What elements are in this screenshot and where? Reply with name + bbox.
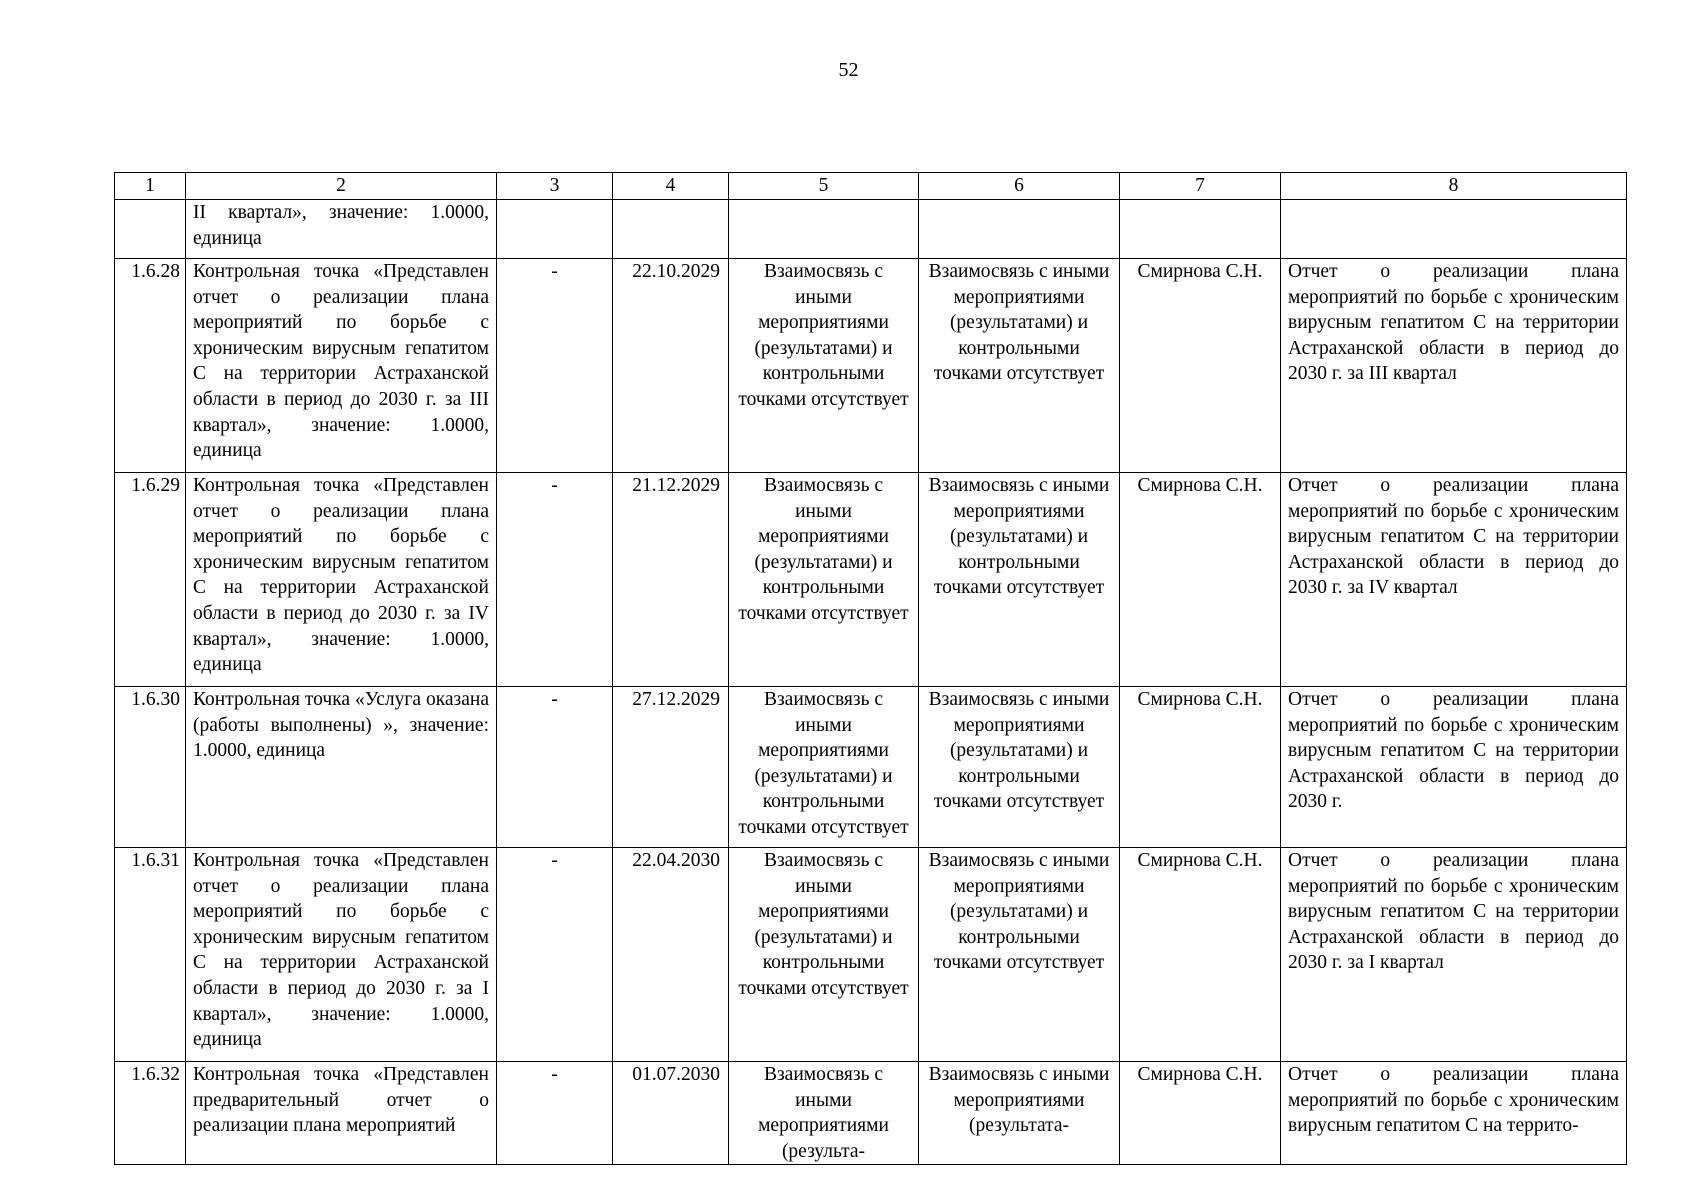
row-number-cell: 1.6.32 xyxy=(115,1062,186,1165)
header-cell: 8 xyxy=(1281,173,1627,200)
row-responsible-cell: Смирнова С.Н. xyxy=(1120,848,1281,1062)
row-relation-cell: Взаимосвязь с иными мероприятиями (результатами) и контрольными точками отсутствует xyxy=(729,848,919,1062)
row-dash-cell: - xyxy=(497,259,613,473)
row-name-cell: Контрольная точка «Представлен отчет о реализации плана мероприятий по борьбе с хроническим вирусным гепатитом С на территории Астраханской области в период до 2030 г. за IV квартал», значение: 1.0000, единица xyxy=(186,473,497,687)
row-relation-cell: Взаимосвязь с иными мероприятиями (результатами) и контрольными точками отсутствует xyxy=(729,259,919,473)
row-number-cell: 1.6.31 xyxy=(115,848,186,1062)
row-dash-cell: - xyxy=(497,473,613,687)
row-relation-cell: Взаимосвязь с иными мероприятиями (результата- xyxy=(919,1062,1120,1165)
row-name-cell: Контрольная точка «Представлен предварительный отчет о реализации плана мероприятий xyxy=(186,1062,497,1165)
row-number-cell: 1.6.28 xyxy=(115,259,186,473)
row-number-cell xyxy=(115,200,186,259)
table-row-continuation xyxy=(115,200,1627,259)
row-dash-cell: - xyxy=(497,1062,613,1165)
row-cell-7 xyxy=(1120,200,1281,259)
row-number-cell: 1.6.29 xyxy=(115,473,186,687)
row-dash-cell: - xyxy=(497,687,613,848)
table-row xyxy=(115,848,1627,1062)
table-row xyxy=(115,687,1627,848)
row-cell-8 xyxy=(1281,200,1627,259)
row-date-cell: 27.12.2029 xyxy=(613,687,729,848)
row-cell-3 xyxy=(497,200,613,259)
page-number: 52 xyxy=(838,59,859,81)
row-cell-5 xyxy=(729,200,919,259)
row-responsible-cell: Смирнова С.Н. xyxy=(1120,473,1281,687)
row-responsible-cell: Смирнова С.Н. xyxy=(1120,259,1281,473)
header-cell: 2 xyxy=(186,173,497,200)
row-report-cell: Отчет о реализации плана мероприятий по борьбе с хроническим вирусным гепатитом С на территории Астраханской области в период до 2030 г. за I квартал xyxy=(1281,848,1627,1062)
header-cell: 7 xyxy=(1120,173,1281,200)
row-name-cell: Контрольная точка «Представлен отчет о реализации плана мероприятий по борьбе с хроническим вирусным гепатитом С на территории Астраханской области в период до 2030 г. за I квартал», значение: 1.0000, единица xyxy=(186,848,497,1062)
row-relation-cell: Взаимосвязь с иными мероприятиями (результатами) и контрольными точками отсутствует xyxy=(729,687,919,848)
row-date-cell: 22.04.2030 xyxy=(613,848,729,1062)
table-row xyxy=(115,259,1627,473)
row-relation-cell: Взаимосвязь с иными мероприятиями (результатами) и контрольными точками отсутствует xyxy=(919,259,1120,473)
header-cell: 3 xyxy=(497,173,613,200)
row-date-cell: 01.07.2030 xyxy=(613,1062,729,1165)
header-cell: 5 xyxy=(729,173,919,200)
row-number-cell: 1.6.30 xyxy=(115,687,186,848)
row-date-cell: 22.10.2029 xyxy=(613,259,729,473)
row-report-cell: Отчет о реализации плана мероприятий по борьбе с хроническим вирусным гепатитом С на территории Астраханской области в период до 2030 г. xyxy=(1281,687,1627,848)
row-report-cell: Отчет о реализации плана мероприятий по борьбе с хроническим вирусным гепатитом С на территории Астраханской области в период до 2030 г. за III квартал xyxy=(1281,259,1627,473)
document-table xyxy=(114,172,1627,1165)
header-cell: 6 xyxy=(919,173,1120,200)
row-dash-cell: - xyxy=(497,848,613,1062)
row-name-cell: II квартал», значение: 1.0000, единица xyxy=(186,200,497,259)
table-header-row xyxy=(115,173,1627,200)
row-relation-cell: Взаимосвязь с иными мероприятиями (результа- xyxy=(729,1062,919,1165)
row-relation-cell: Взаимосвязь с иными мероприятиями (результатами) и контрольными точками отсутствует xyxy=(729,473,919,687)
row-relation-cell: Взаимосвязь с иными мероприятиями (результатами) и контрольными точками отсутствует xyxy=(919,687,1120,848)
row-cell-6 xyxy=(919,200,1120,259)
row-report-cell: Отчет о реализации плана мероприятий по борьбе с хроническим вирусным гепатитом С на террито- xyxy=(1281,1062,1627,1165)
table-row xyxy=(115,1062,1627,1165)
row-date-cell: 21.12.2029 xyxy=(613,473,729,687)
row-report-cell: Отчет о реализации плана мероприятий по борьбе с хроническим вирусным гепатитом С на территории Астраханской области в период до 2030 г. за IV квартал xyxy=(1281,473,1627,687)
header-cell: 1 xyxy=(115,173,186,200)
row-cell-4 xyxy=(613,200,729,259)
header-cell: 4 xyxy=(613,173,729,200)
table-row xyxy=(115,473,1627,687)
row-name-cell: Контрольная точка «Представлен отчет о реализации плана мероприятий по борьбе с хроническим вирусным гепатитом С на территории Астраханской области в период до 2030 г. за III квартал», значение: 1.0000, единица xyxy=(186,259,497,473)
row-relation-cell: Взаимосвязь с иными мероприятиями (результатами) и контрольными точками отсутствует xyxy=(919,848,1120,1062)
row-relation-cell: Взаимосвязь с иными мероприятиями (результатами) и контрольными точками отсутствует xyxy=(919,473,1120,687)
row-responsible-cell: Смирнова С.Н. xyxy=(1120,687,1281,848)
row-name-cell: Контрольная точка «Услуга оказана (работы выполнены) », значение: 1.0000, единица xyxy=(186,687,497,848)
row-responsible-cell: Смирнова С.Н. xyxy=(1120,1062,1281,1165)
